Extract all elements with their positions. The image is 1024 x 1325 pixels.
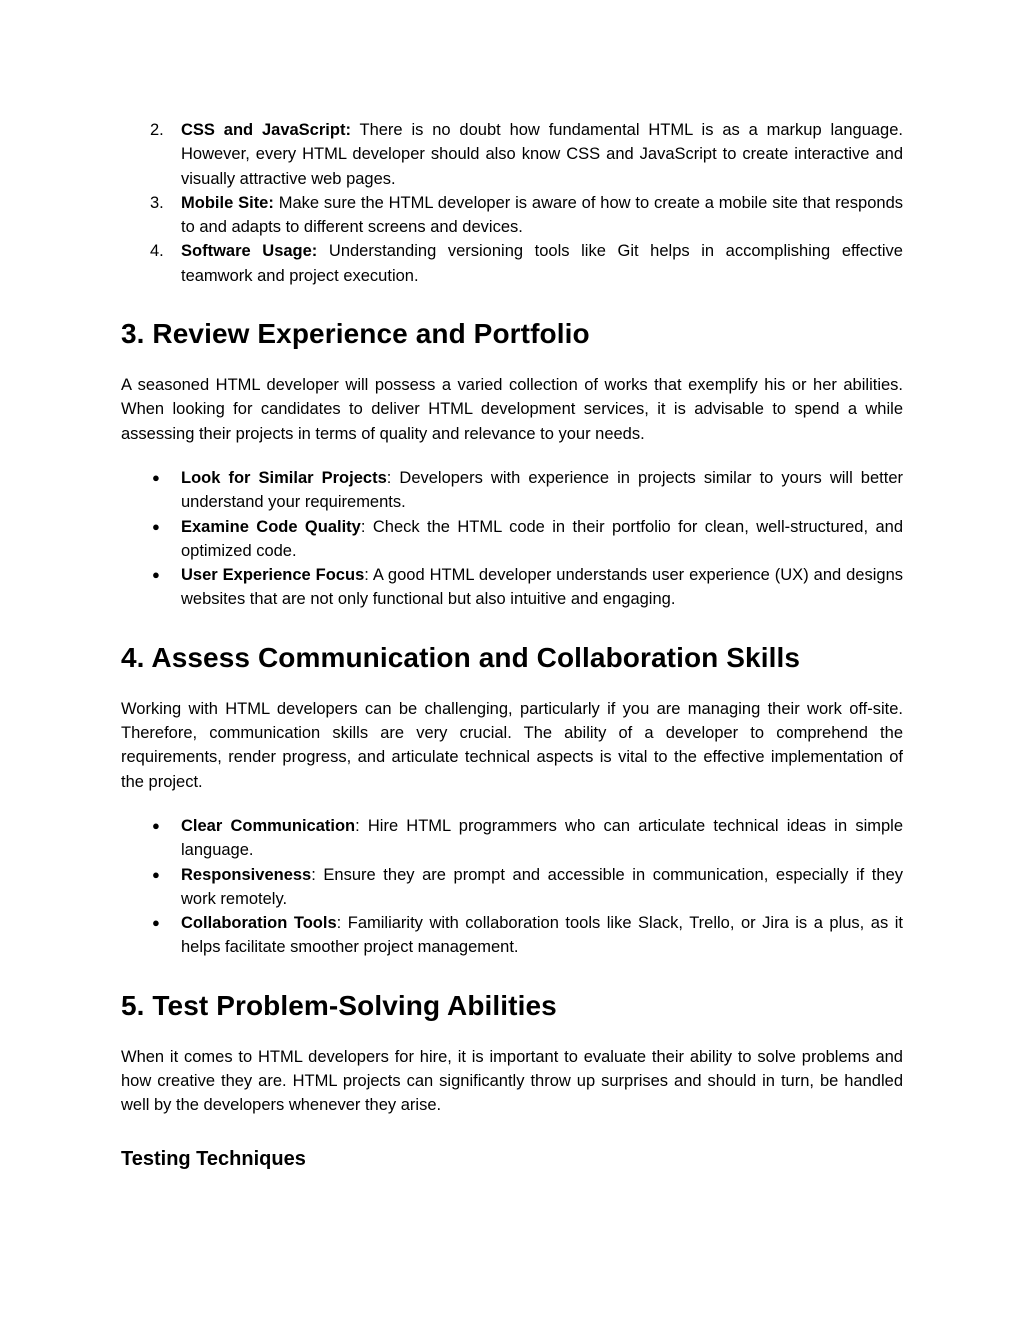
- list-item-text: : Ensure they are prompt and accessible in communication, especially if they work remotely.: [181, 865, 903, 908]
- list-item: [121, 814, 903, 863]
- list-item-label: Responsiveness: [181, 865, 312, 884]
- list-item: [121, 466, 903, 515]
- list-item-text: : Check the HTML code in their portfolio for clean, well-structured, and optimized code.: [181, 517, 903, 560]
- list-item-text: Make sure the HTML developer is aware of how to create a mobile site that responds to and adapts to different screens and devices.: [181, 193, 903, 237]
- section-paragraph: A seasoned HTML developer will possess a varied collection of works that exemplify his or her abilities. When looking for candidates to deliver HTML development services, it is advisable to spend a while assessing their projects in terms of quality and relevance to your needs.: [121, 376, 903, 443]
- bullet-icon: ●: [152, 817, 160, 833]
- list-item: [121, 563, 903, 612]
- list-item: [121, 118, 903, 191]
- list-number: 2.: [150, 121, 164, 139]
- list-number: 4.: [150, 242, 164, 261]
- list-item-label: Clear Communication: [181, 816, 356, 835]
- list-item-label: Mobile Site:: [181, 193, 274, 212]
- list-number: 3.: [150, 193, 164, 212]
- bullet-list: [121, 814, 903, 960]
- list-item: [121, 863, 903, 912]
- bullet-icon: ●: [152, 518, 160, 534]
- list-item-label: Examine Code Quality: [181, 517, 361, 536]
- section-heading: 3. Review Experience and Portfolio: [121, 318, 590, 350]
- list-item-label: CSS and JavaScript:: [181, 121, 351, 139]
- list-item-label: Collaboration Tools: [181, 914, 337, 933]
- list-item: [121, 239, 903, 288]
- list-item-text: There is no doubt how fundamental HTML is as a markup language. However, every HTML developer should also know CSS and JavaScript to create interactive and visually attractive web pages.: [181, 121, 903, 188]
- section-paragraph: When it comes to HTML developers for hire, it is important to evaluate their ability to solve problems and how creative they are. HTML projects can significantly throw up surprises and should in turn, be handled well by the developers whenever they arise.: [121, 1047, 903, 1115]
- document-page: [121, 118, 903, 1173]
- bullet-icon: ●: [152, 866, 160, 882]
- intro-numbered-list: [121, 118, 903, 288]
- bullet-icon: ●: [152, 469, 160, 485]
- section-heading: 4. Assess Communication and Collaboration Skills: [121, 641, 801, 673]
- list-item: [121, 911, 903, 960]
- list-item-label: Look for Similar Projects: [181, 468, 387, 487]
- list-item-label: Software Usage:: [181, 242, 318, 261]
- list-item-text: : Developers with experience in projects similar to yours will better understand your requirements.: [181, 468, 903, 512]
- subsection-heading: Testing Techniques: [121, 1147, 306, 1170]
- list-item-text: : A good HTML developer understands user experience (UX) and designs websites that are not only functional but also intuitive and engaging.: [181, 566, 903, 609]
- section-paragraph: Working with HTML developers can be challenging, particularly if you are managing their work off-site. Therefore, communication skills are very crucial. The ability of a developer to comprehend the requirements, render progress, and articulate technical aspects is vital to the effective implementation of the project.: [121, 699, 903, 791]
- bullet-icon: ●: [152, 915, 160, 931]
- section-heading: 5. Test Problem-Solving Abilities: [121, 989, 557, 1021]
- list-item-text: : Hire HTML programmers who can articulate technical ideas in simple language.: [181, 816, 904, 860]
- bullet-icon: ●: [152, 567, 160, 583]
- list-item-text: Understanding versioning tools like Git helps in accomplishing effective teamwork and project execution.: [181, 242, 903, 285]
- bullet-list: [121, 466, 903, 612]
- list-item-label: User Experience Focus: [181, 566, 365, 585]
- list-item: [121, 515, 903, 564]
- list-item: [121, 191, 903, 240]
- list-item-text: : Familiarity with collaboration tools like Slack, Trello, or Jira is a plus, as it helps facilitate smoother project management.: [181, 914, 903, 957]
